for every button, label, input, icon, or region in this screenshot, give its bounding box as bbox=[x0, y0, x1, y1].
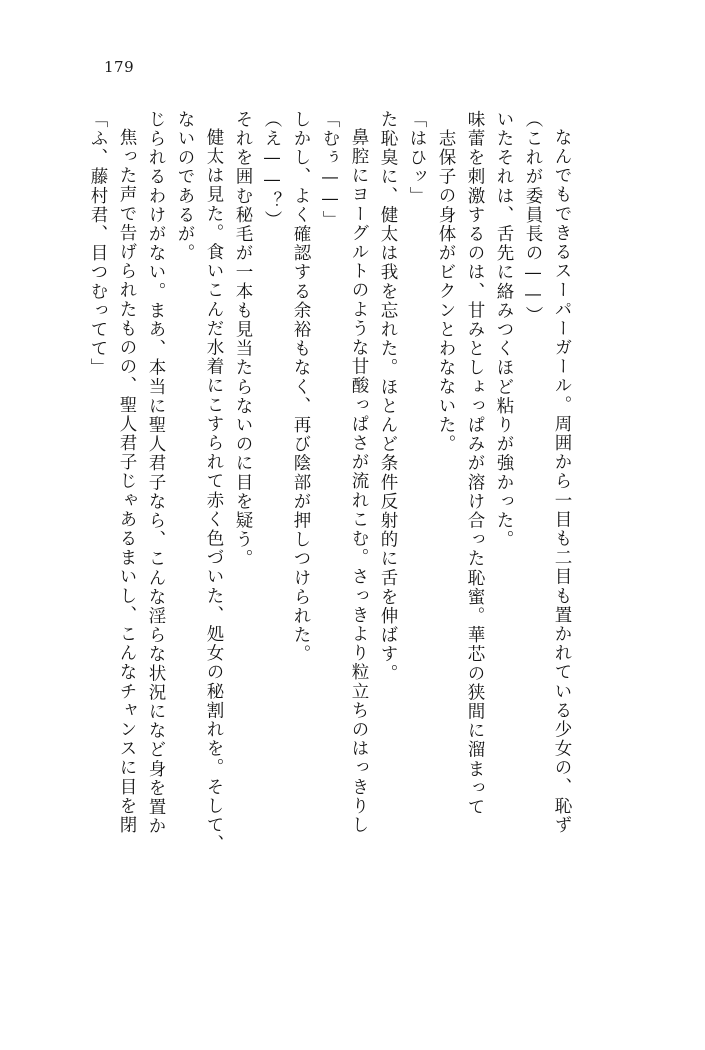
text-line: しかし、よく確認する余裕もなく、再び陰部が押しつけられた。 bbox=[291, 110, 311, 664]
text-line: 味蕾を刺激するのは、甘みとしょっぱみが溶け合った恥蜜。華芯の狭間に溜まって bbox=[465, 110, 485, 817]
text-line: ないのであるが。 bbox=[175, 110, 195, 263]
text-line: いたそれは、舌先に絡みつくほど粘りが強かった。 bbox=[494, 110, 514, 550]
text-line: 鼻腔にヨーグルトのような甘酸っぱさが流れこむ。さっきより粒立ちのはっきりし bbox=[349, 128, 369, 835]
page-number: 179 bbox=[104, 58, 135, 76]
text-line: それを囲む秘毛が一本も見当たらないのに目を疑う。 bbox=[233, 110, 253, 569]
vertical-text-block bbox=[77, 110, 617, 990]
text-line: 「はひッ」 bbox=[407, 110, 427, 206]
text-line: 健太は見た。食いこんだ水着にこすられて赤く色づいた、処女の秘割れを。そして、 bbox=[204, 128, 224, 854]
text-line: た恥臭に、健太は我を忘れた。ほとんど条件反射的に舌を伸ばす。 bbox=[378, 110, 398, 683]
text-line: 焦った声で告げられたものの、聖人君子じゃあるまいし、こんなチャンスに目を閉 bbox=[117, 128, 137, 835]
text-line: 「むぅ——」 bbox=[320, 110, 340, 230]
text-line: じられるわけがない。まあ、本当に聖人君子なら、こんな淫らな状況になど身を置か bbox=[146, 110, 166, 836]
text-line: 「ふ、藤村君、目つむってて」 bbox=[88, 110, 108, 378]
text-line: （え——？） bbox=[262, 110, 282, 230]
text-line: （これが委員長の——） bbox=[523, 110, 543, 326]
text-line: 志保子の身体がビクンとわなないた。 bbox=[436, 129, 456, 454]
text-line: なんでもできるスーパーガール。周囲から一目も二目も置かれている少女の、恥ず bbox=[552, 128, 572, 835]
